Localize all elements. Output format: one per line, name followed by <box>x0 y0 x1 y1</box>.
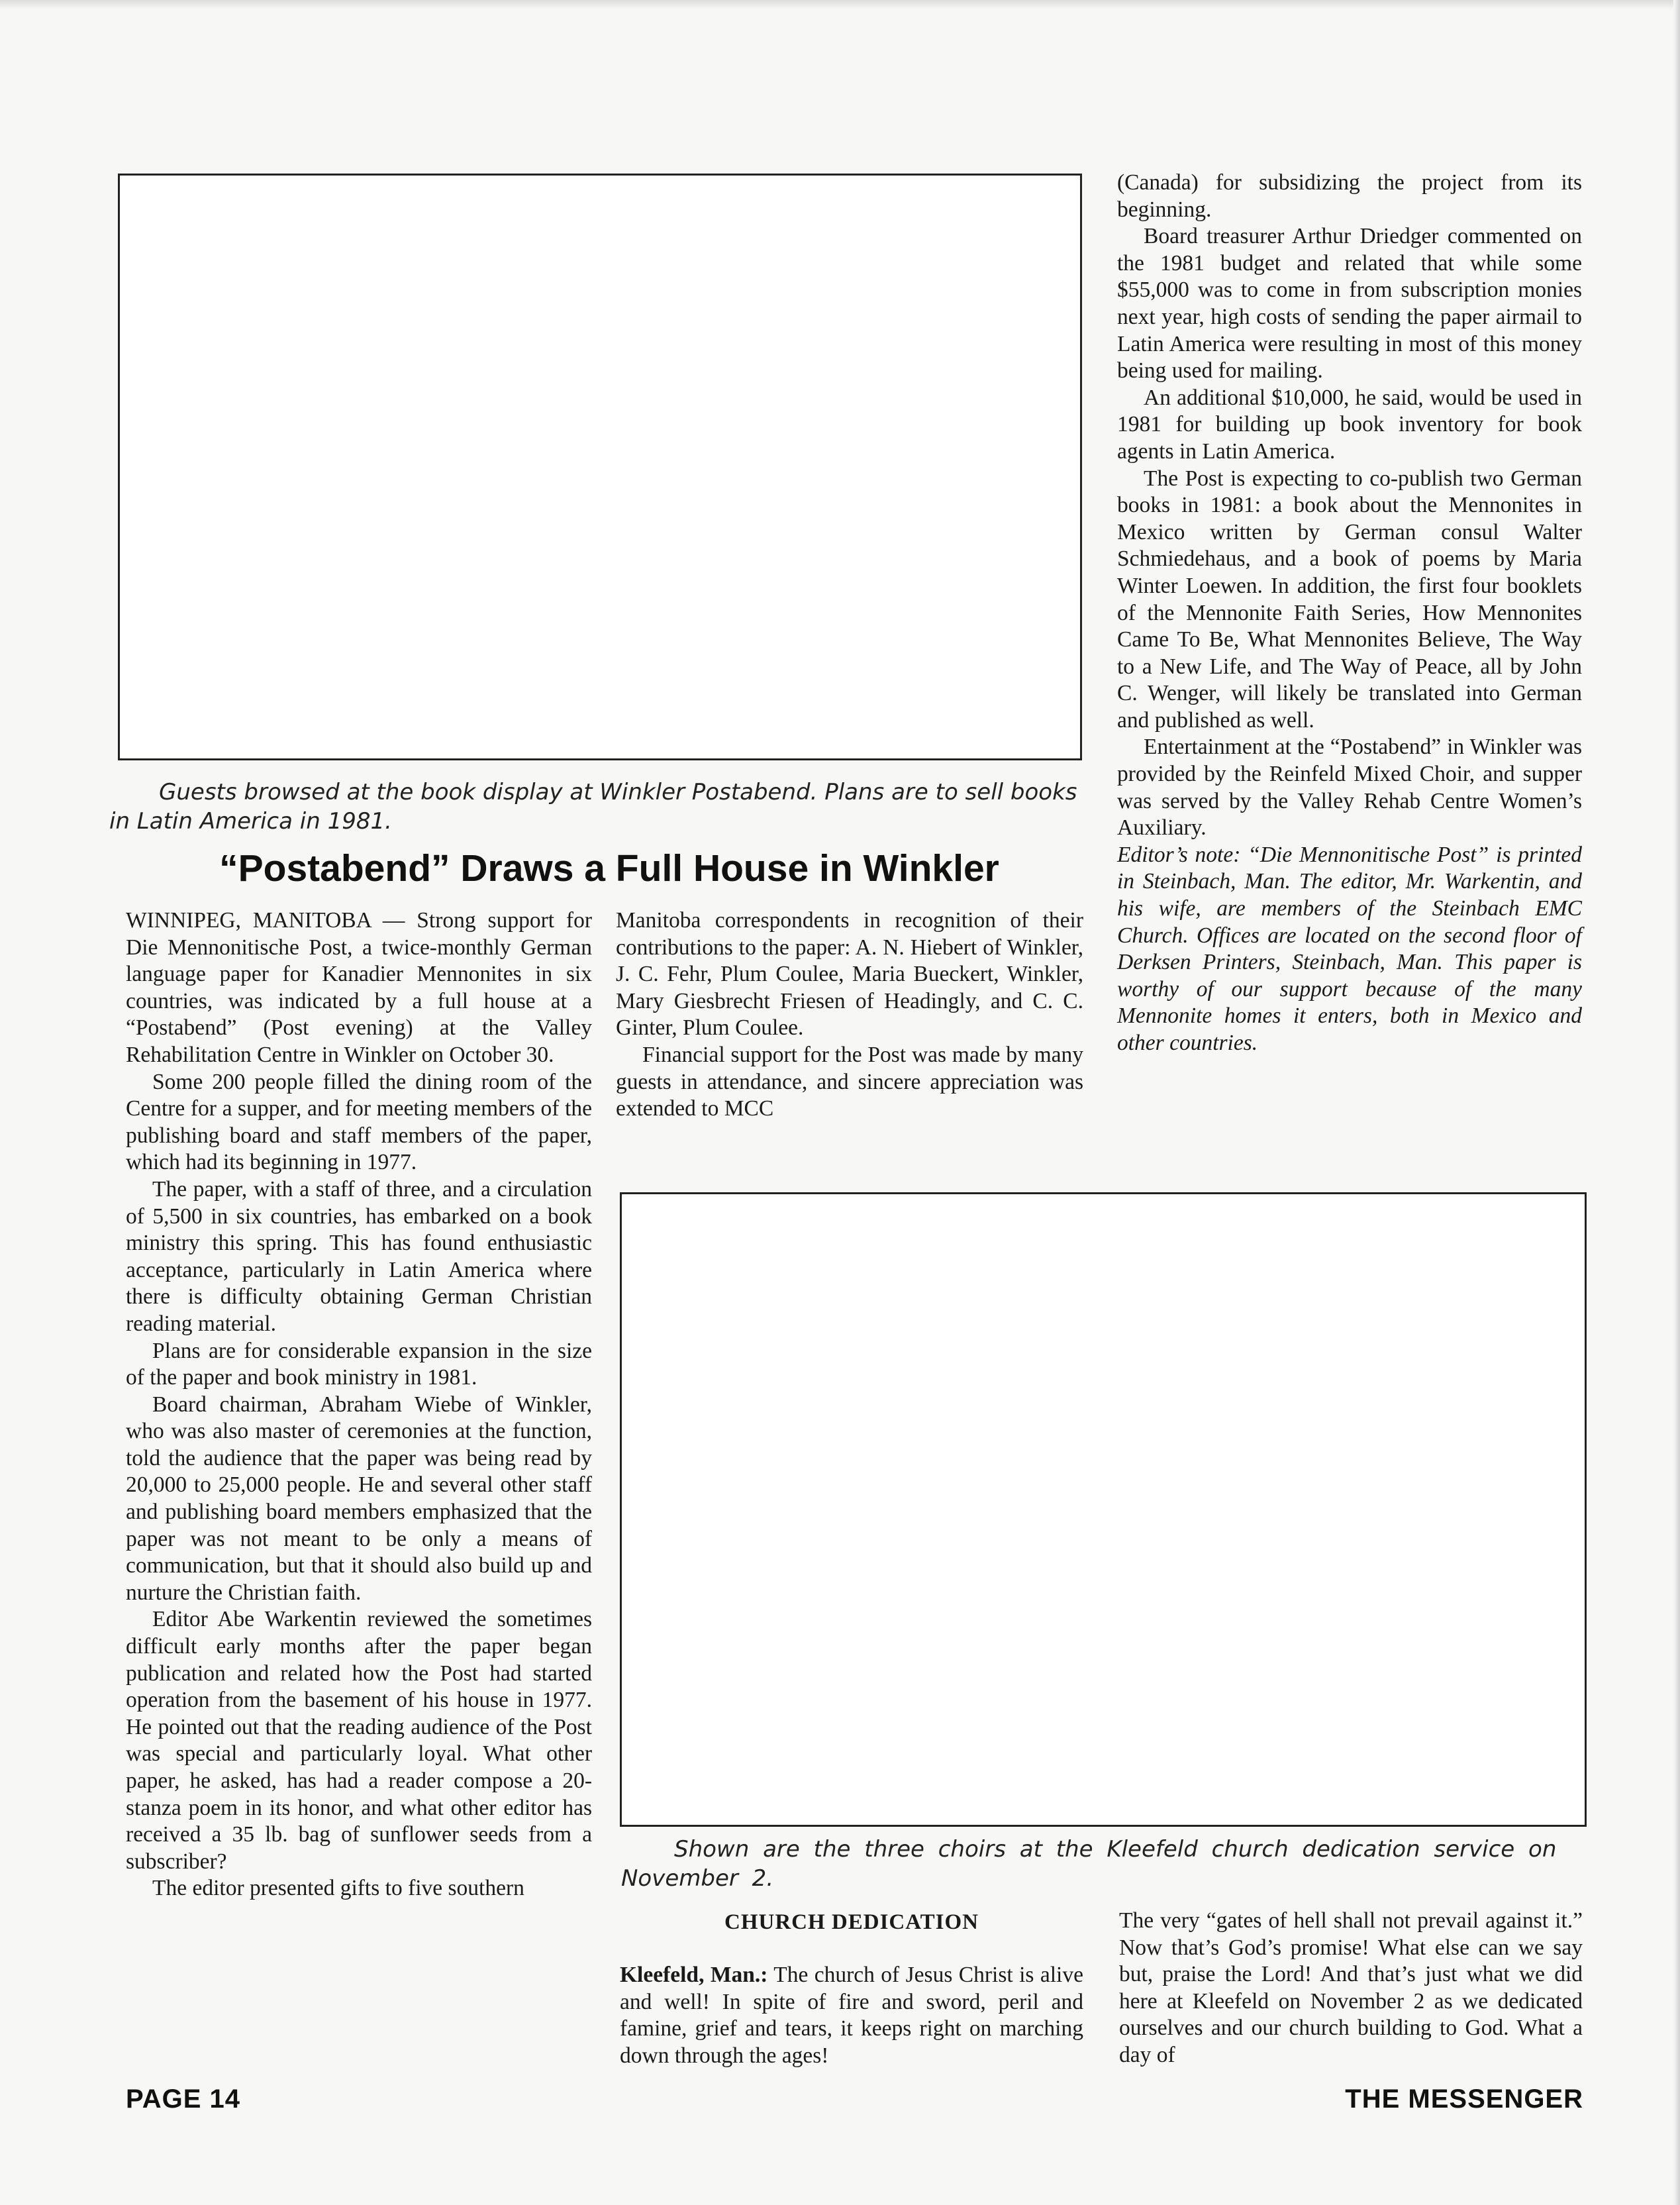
article-paragraph: Some 200 people filled the dining room of the Centre for a supper, and for meeting members of the publishing board and staff members of the paper, which had its beginning in 1977. <box>126 1069 592 1175</box>
article-paragraph: Board chairman, Abraham Wiebe of Winkler, who was also master of ceremonies at the function, told the audience that the paper was being read by 20,000 to 25,000 people. He and several other staff and publishing board members emphasized that the paper was not meant to be only a means of communication, but that it should also build up and nurture the Christian faith. <box>126 1392 592 1605</box>
article-paragraph: (Canada) for subsidizing the project from its beginning. <box>1117 170 1582 222</box>
article-column-3 <box>1117 170 1582 1057</box>
page-number: PAGE 14 <box>126 2084 240 2114</box>
article-paragraph: Manitoba correspondents in recognition of their contributions to the paper: A. N. Hiebert of Winkler, J. C. Fehr, Plum Coulee, Maria Bueckert, Winkler, Mary Giesbrecht Friesen of Headingly, and C. C. Ginter, Plum Coulee. <box>616 908 1083 1041</box>
article-paragraph: Board treasurer Arthur Driedger commented on the 1981 budget and related that while some $55,000 was to come in from subscription monies next year, high costs of sending the paper airmail to Latin America were resulting in most of this money being used for mailing. <box>1117 224 1582 384</box>
article-paragraph: The Post is expecting to co-publish two German books in 1981: a book about the Mennonites in Mexico written by German consul Walter Schmiedehaus, and a book of poems by Maria Winter Loewen. In addition, the first four booklets of the Mennonite Faith Series, How Mennonites Came To Be, What Mennonites Believe, The Way to a New Life, and The Way of Peace, all by John C. Wenger, will likely be translated into German and published as well. <box>1117 466 1582 733</box>
article-paragraph: The paper, with a staff of three, and a circulation of 5,500 in six countries, has embarked on a book ministry this spring. This has found enthusiastic acceptance, particularly in Latin America where there is difficulty obtaining German Christian reading material. <box>126 1176 592 1336</box>
article-paragraph: The editor presented gifts to five southern <box>152 1876 524 1901</box>
choirs-photo <box>620 1192 1587 1827</box>
book-display-photo <box>118 174 1082 760</box>
dedication-text: The church of Jesus Christ is alive and well! In spite of fire and sword, peril and famine, grief and tears, it keeps right on marching down through the ages! <box>620 1963 1083 2068</box>
page-edge-right <box>1673 0 1680 2205</box>
article-column-2 <box>616 907 1083 1123</box>
article-paragraph: WINNIPEG, MANITOBA — Strong support for Die Mennonitische Post, a twice-monthly German language paper for Kanadier Mennonites in six countries, was indicated by a full house at a “Postabend” (Post evening) at the Valley Rehabilitation Centre in Winkler on October 30. <box>126 908 592 1067</box>
article-paragraph: Entertainment at the “Postabend” in Winkler was provided by the Reinfeld Mixed Choir, and supper was served by the Valley Rehab Centre Women’s Auxiliary. <box>1117 735 1582 841</box>
choirs-caption: Shown are the three choirs at the Kleefeld church dedication service on November 2. <box>621 1836 1557 1892</box>
dedication-paragraph <box>620 1962 1083 2069</box>
publication-name: THE MESSENGER <box>1345 2084 1583 2114</box>
dedication-dateline: Kleefeld, Man.: <box>620 1963 768 1987</box>
article-paragraph: Plans are for considerable expansion in the size of the paper and book ministry in 1981. <box>126 1338 592 1390</box>
dedication-paragraph: The very “gates of hell shall not prevail against it.” Now that’s God’s promise! What else can we say but, praise the Lord! And that’s just what we did here at Kleefeld on November 2 as we dedicated ourselves and our church building to God. What a day of <box>1119 1908 1583 2067</box>
editors-note: Editor’s note: “Die Mennonitische Post” is printed in Steinbach, Man. The editor, Mr. Warkentin, and his wife, are members of the Steinbach EMC Church. Offices are located on the second floor of Derksen Printers, Steinbach, Man. This paper is worthy of our support because of the many Mennonite homes it enters, both in Mexico and other countries. <box>1117 842 1582 1055</box>
book-display-caption: Guests browsed at the book display at Winkler Postabend. Plans are to sell books in Latin America in 1981. <box>109 779 1077 835</box>
article-paragraph: An additional $10,000, he said, would be used in 1981 for building up book inventory for book agents in Latin America. <box>1117 385 1582 464</box>
dedication-column-1 <box>620 1962 1083 2069</box>
article-headline: “Postabend” Draws a Full House in Winkler <box>219 847 999 890</box>
article-paragraph: Editor Abe Warkentin reviewed the sometimes difficult early months after the paper began publication and related how the Post had started operation from the basement of his house in 1977. He pointed out that the reading audience of the Post was special and particularly loyal. What other paper, he asked, has had a reader compose a 20-stanza poem in its honor, and what other editor has received a 35 lb. bag of sunflower seeds from a subscriber? <box>126 1607 592 1874</box>
dedication-column-2 <box>1119 1908 1583 2069</box>
article-column-1 <box>126 907 592 1902</box>
page-edge-top <box>0 0 1680 9</box>
church-dedication-heading: CHURCH DEDICATION <box>724 1910 979 1934</box>
article-paragraph: Financial support for the Post was made by many guests in attendance, and sincere appreciation was extended to MCC <box>616 1042 1083 1121</box>
